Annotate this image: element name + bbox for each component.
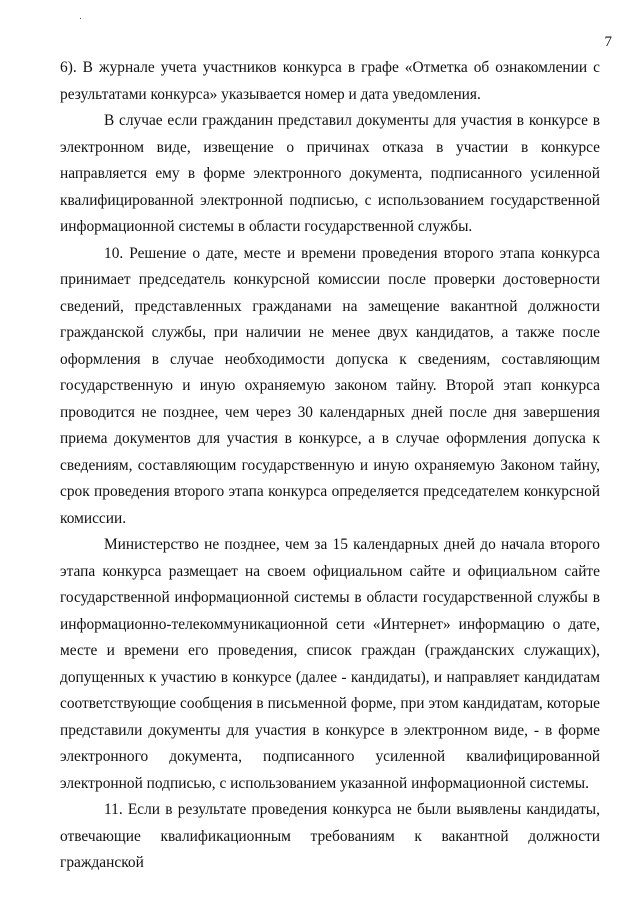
paragraph-clause-11: 11. Если в результате проведения конкурса не были выявлены кандидаты, отвечающие квалификационным требованиям к вакантной должности гражданской [60, 801, 600, 871]
paragraph-continuation: 6). В журнале учета участников конкурса в графе «Отметка об ознакомлении с результатами конкурса» указывается номер и дата уведомления. [60, 59, 600, 103]
page-number: 7 [604, 34, 612, 50]
scan-speck [80, 18, 81, 19]
document-body [60, 55, 600, 877]
paragraph-ministry-notice: Министерство не позднее, чем за 15 календарных дней до начала второго этапа конкурса размещает на своем официальном сайте и официальном сайте государственной информационной системы в области государственной службы в информационно-телекоммуникационной сети «Интернет» информацию о дате, месте и времени его проведения, список граждан (гражданских служащих), допущенных к участию в конкурсе (далее - кандидаты), и направляет кандидатам соответствующие сообщения в письменной форме, при этом кандидатам, которые представили документы для участия в конкурсе в электронном виде, - в форме электронного документа, подписанного усиленной квалифицированной электронной подписью, с использованием указанной информационной системы. [60, 536, 600, 792]
paragraph-clause-10: 10. Решение о дате, месте и времени проведения второго этапа конкурса принимает председатель конкурсной комиссии после проверки достоверности сведений, представленных гражданами на замещение вакантной должности гражданской службы, при наличии не менее двух кандидатов, а также после оформления в случае необходимости допуска к сведениям, составляющим государственную и иную охраняемую законом тайну. Второй этап конкурса проводится не позднее, чем через 30 календарных дней после дня завершения приема документов для участия в конкурсе, а в случае оформления допуска к сведениям, составляющим государственную и иную охраняемую Законом тайну, срок проведения второго этапа конкурса определяется председателем конкурсной комиссии. [60, 244, 600, 527]
paragraph-electronic-refusal: В случае если гражданин представил документы для участия в конкурсе в электронном виде, извещение о причинах отказа в участии в конкурсе направляется ему в форме электронного документа, подписанного усиленной квалифицированной электронной подписью, с использованием государственной информационной системы в области государственной службы. [60, 112, 600, 235]
